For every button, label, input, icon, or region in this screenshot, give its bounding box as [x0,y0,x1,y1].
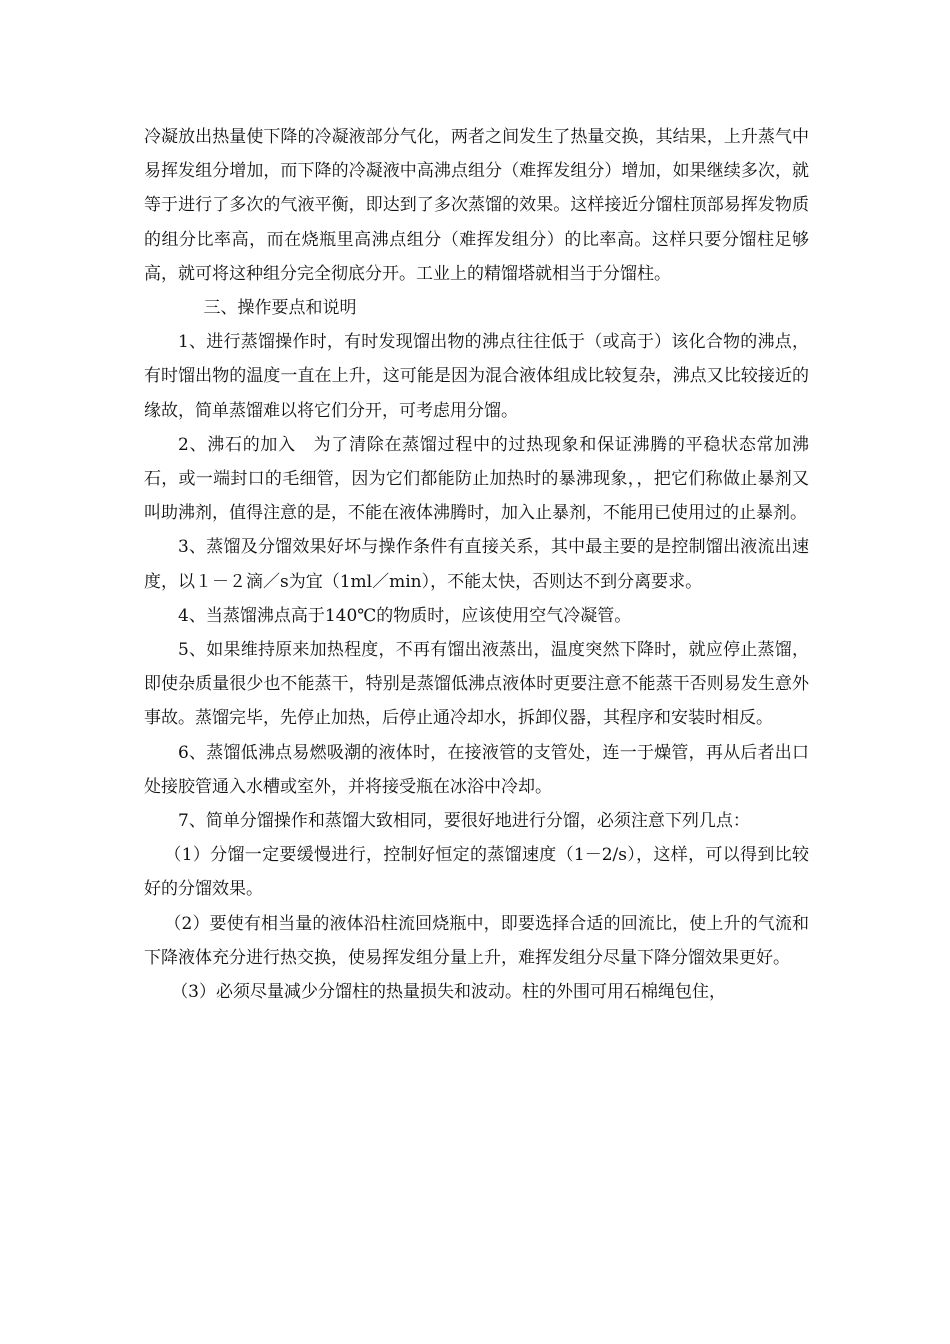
paragraph-item-7: 7、简单分馏操作和蒸馏大致相同，要很好地进行分馏，必须注意下列几点： [178,811,750,832]
document-body [144,120,809,1009]
paragraph-item-6: 6、蒸馏低沸点易燃吸潮的液体时，在接液管的支管处，连一于燥管，再从后者出口处接胶管通入水槽或室外，并将接受瓶在冰浴中冷却。 [144,742,809,797]
paragraph-subitem-2: （2）要使有相当量的液体沿柱流回烧瓶中，即要选择合适的回流比，使上升的气流和下降液体充分进行热交换，使易挥发组分量上升，难挥发组分尽量下降分馏效果更好。 [144,913,809,968]
paragraph-item-3: 3、蒸馏及分馏效果好坏与操作条件有直接关系，其中最主要的是控制馏出液流出速度，以１－２滴／s为宜（1ml／min），不能太快，否则达不到分离要求。 [144,537,809,592]
paragraph-subitem-1: （1）分馏一定要缓慢进行，控制好恒定的蒸馏速度（1－2/s），这样，可以得到比较好的分馏效果。 [144,845,809,900]
paragraph-item-2: 2、沸石的加入 为了清除在蒸馏过程中的过热现象和保证沸腾的平稳状态常加沸石，或一端封口的毛细管，因为它们都能防止加热时的暴沸现象，，把它们称做止暴剂又叫助沸剂，值得注意的是，不能在液体沸腾时，加入止暴剂，不能用已使用过的止暴剂。 [144,434,809,524]
paragraph-continuation: 冷凝放出热量使下降的冷凝液部分气化，两者之间发生了热量交换，其结果，上升蒸气中易挥发组分增加，而下降的冷凝液中高沸点组分（难挥发组分）增加，如果继续多次，就等于进行了多次的气液平衡，即达到了多次蒸馏的效果。这样接近分馏柱顶部易挥发物质的组分比率高，而在烧瓶里高沸点组分（难挥发组分）的比率高。这样只要分馏柱足够高，就可将这种组分完全彻底分开。工业上的精馏塔就相当于分馏柱。 [144,127,809,284]
paragraph-item-4: 4、当蒸馏沸点高于140℃的物质时，应该使用空气冷凝管。 [178,605,632,626]
paragraph-item-1: 1、进行蒸馏操作时，有时发现馏出物的沸点往往低于（或高于）该化合物的沸点，有时馏出物的温度一直在上升，这可能是因为混合液体组成比较复杂，沸点又比较接近的缘故，简单蒸馏难以将它们分开，可考虑用分馏。 [144,332,809,421]
section-heading: 三、操作要点和说明 [203,298,357,319]
paragraph-subitem-3: （3）必须尽量减少分馏柱的热量损失和波动。柱的外围可用石棉绳包住， [171,982,727,1003]
paragraph-item-5: 5、如果维持原来加热程度，不再有馏出液蒸出，温度突然下降时，就应停止蒸馏，即使杂质量很少也不能蒸干，特别是蒸馏低沸点液体时更要注意不能蒸干否则易发生意外事故。蒸馏完毕，先停止加热，后停止通冷却水，拆卸仪器，其程序和安装时相反。 [144,640,809,729]
